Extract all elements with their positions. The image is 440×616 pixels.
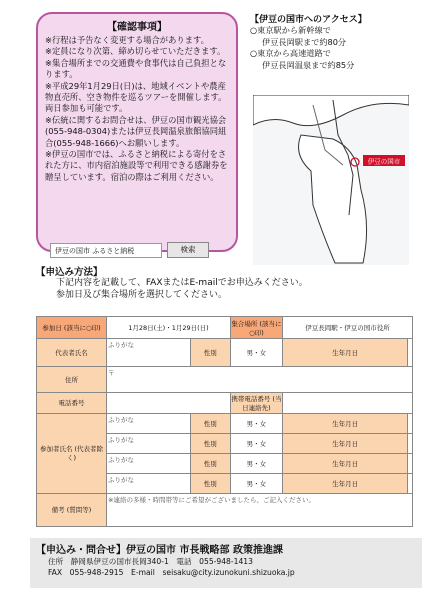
access-title: 【伊豆の国市へのアクセス】 — [250, 15, 367, 25]
search-button[interactable]: 検索 — [167, 242, 209, 258]
remarks-label: 備考 (質問等) — [37, 493, 107, 526]
participant-name-field[interactable] — [107, 473, 191, 493]
footer-title: 【申込み・問合せ】伊豆の国市 市長戦略部 政策推進課 — [36, 545, 283, 556]
participation-date-label: 参加日 (該当に○印) — [37, 317, 107, 339]
birth-field[interactable] — [408, 413, 413, 433]
apply-line: 下記内容を記載して、FAXまたはE-mailでお申込みください。 — [56, 278, 308, 288]
sex-value[interactable]: 男・女 — [230, 453, 282, 473]
notice-item: ※定員になり次第、締め切らせていただきます。 — [45, 46, 226, 57]
birth-field[interactable] — [408, 339, 413, 367]
map-label: 伊豆の国市 — [367, 157, 401, 166]
sex-value[interactable]: 男・女 — [230, 413, 282, 433]
birth-label: 生年月日 — [282, 433, 407, 453]
participant-name-field[interactable] — [107, 453, 191, 473]
remarks-note: ※連絡の多様・時間帯等にご希望がございましたら、ご記入ください。 — [108, 495, 315, 504]
rep-name-label: 代表者氏名 — [37, 339, 107, 367]
address-field[interactable] — [107, 366, 413, 392]
route-detail: 伊豆長岡駅まで約80分 — [262, 36, 347, 47]
sex-value[interactable]: 男・女 — [230, 339, 282, 367]
notice-item: ※集合場所までの交通費や食事代は自己負担となります。 — [45, 57, 227, 80]
phone-label: 電話番号 — [37, 392, 107, 413]
sex-label: 性別 — [190, 433, 230, 453]
apply-line: 参加日及び集合場所を選択してください。 — [56, 290, 228, 300]
sex-value[interactable]: 男・女 — [230, 433, 282, 453]
mobile-label: 携帯電話番号 (当日連絡先) — [230, 392, 282, 413]
apply-title: 【申込み方法】 — [36, 267, 103, 278]
remarks-field[interactable] — [107, 493, 413, 526]
participant-name-field[interactable] — [107, 413, 191, 433]
meeting-place-label: 集合場所 (該当に○印) — [230, 317, 282, 339]
route-detail: 伊豆長岡温泉まで約85分 — [262, 59, 355, 70]
sex-label: 性別 — [190, 453, 230, 473]
birth-label: 生年月日 — [282, 453, 407, 473]
sex-label: 性別 — [190, 473, 230, 493]
furigana-label: ふりがな — [108, 475, 134, 484]
birth-label: 生年月日 — [282, 339, 407, 367]
birth-label: 生年月日 — [282, 413, 407, 433]
footer-contact: FAX 055-948-2915 E-mail seisaku@city.izunokuni.shizuoka.jp — [48, 568, 295, 577]
address-label: 住所 — [37, 366, 107, 392]
birth-field[interactable] — [408, 473, 413, 493]
postal-mark: 〒 — [108, 368, 115, 377]
route-from: ○東京から高速道路で — [250, 48, 331, 58]
notice-item: ※伊豆の国市では、ふるさと納税による寄付をされた方に、市内宿泊施設等で利用できる感謝券を贈呈しています。宿泊の際はご利用ください。 — [45, 149, 228, 182]
furigana-label: ふりがな — [108, 435, 134, 444]
furigana-label: ふりがな — [108, 455, 134, 464]
search-input[interactable]: 伊豆の国市 ふるさと納税 — [50, 243, 162, 258]
route-from: ○東京駅から新幹線で — [250, 25, 331, 35]
birth-label: 生年月日 — [282, 473, 407, 493]
birth-field[interactable] — [408, 433, 413, 453]
footer-address: 住所 静岡県伊豆の国市長岡340-1 電話 055-948-1413 — [48, 557, 253, 566]
participants-label: 参加者氏名 (代表者除く) — [37, 413, 107, 493]
contact-footer — [30, 538, 422, 588]
access-map — [253, 95, 409, 265]
notice-title: 【確認事項】 — [107, 22, 167, 33]
sex-label: 性別 — [190, 413, 230, 433]
notice-item: ※行程は予告なく変更する場合があります。 — [45, 35, 209, 45]
rep-name-field[interactable] — [107, 339, 191, 367]
furigana-label: ふりがな — [108, 415, 134, 424]
notice-item: ※伝統に関するお問合せは、伊豆の国市観光協会(055-948-0304)または伊豆長岡温泉旅館協同組合(055-948-1666)へお願いします。 — [45, 114, 227, 148]
meeting-place[interactable]: 伊豆長岡駅・伊豆の国市役所 — [282, 317, 412, 339]
application-form — [36, 316, 413, 527]
furigana-label: ふりがな — [108, 341, 134, 350]
notice-item: ※平成29年1月29日(日)は、地域イベントや農産物直売所、空き物件を巡るツアーを開催します。両日参加も可能です。 — [45, 80, 227, 114]
birth-field[interactable] — [408, 453, 413, 473]
search-row — [50, 242, 209, 258]
sex-value[interactable]: 男・女 — [230, 473, 282, 493]
access-section — [250, 12, 435, 71]
participant-name-field[interactable] — [107, 433, 191, 453]
phone-field[interactable] — [107, 392, 231, 413]
notice-box — [36, 12, 238, 255]
sex-label: 性別 — [190, 339, 230, 367]
mobile-field[interactable] — [282, 392, 412, 413]
apply-description — [56, 277, 308, 301]
participation-dates[interactable]: 1月28日(土)・1月29日(日) — [107, 317, 231, 339]
